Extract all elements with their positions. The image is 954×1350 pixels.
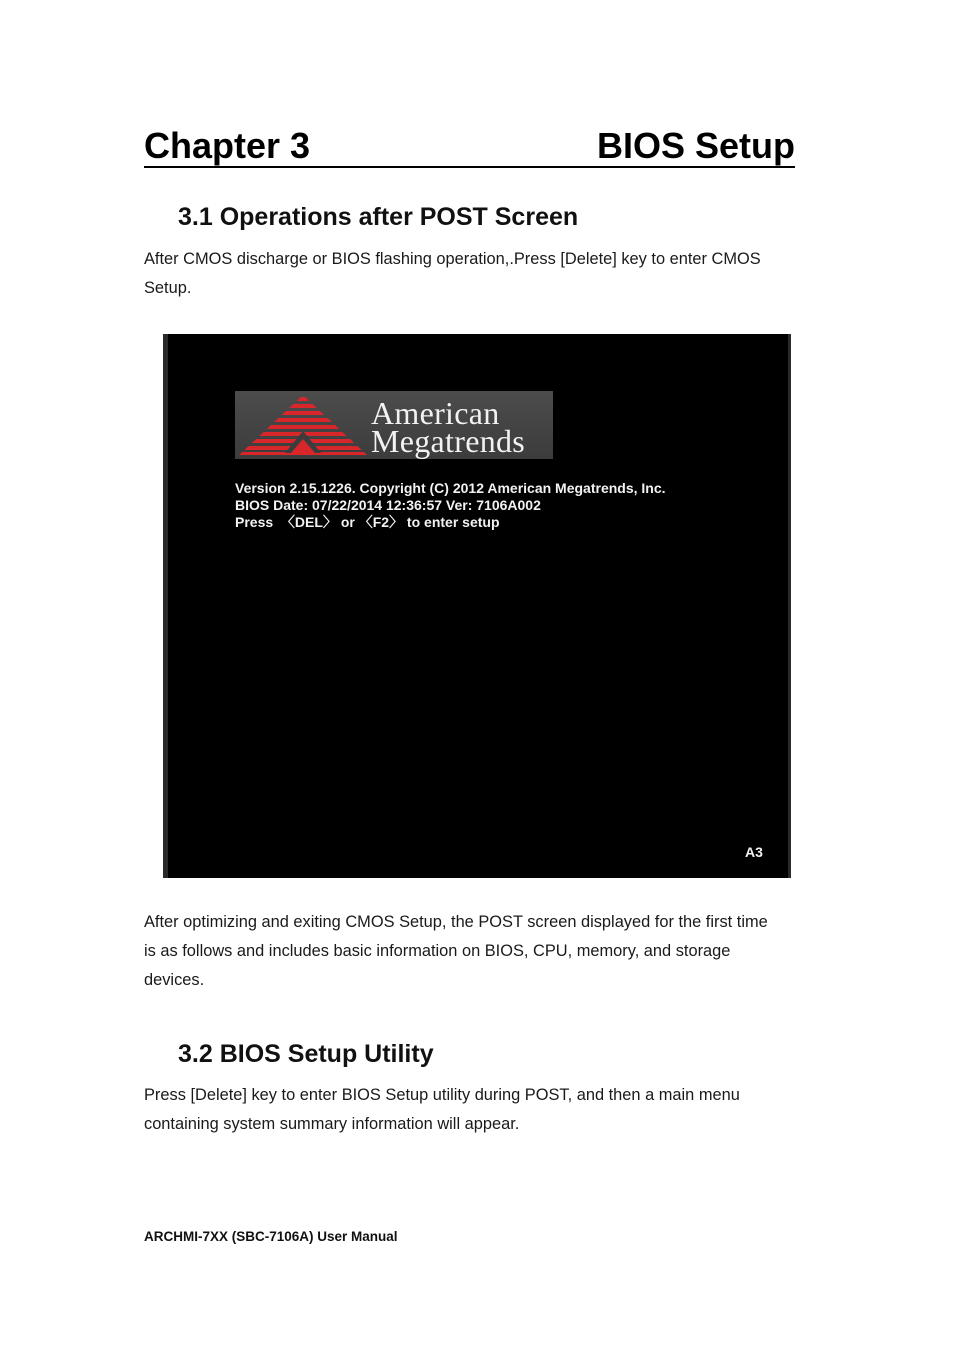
chapter-title: BIOS Setup [596, 125, 795, 166]
footer-manual-title: ARCHMI-7XX (SBC-7106A) User Manual [144, 1229, 398, 1244]
bios-press-line: Press 〈DEL〉 or 〈F2〉 to enter setup [235, 514, 500, 530]
ami-logo-line-2: Megatrends [371, 423, 526, 459]
post-screen-image [163, 334, 791, 878]
section-1-intro-line-2: Setup. [144, 279, 192, 297]
chapter-label: Chapter 3 [144, 125, 311, 166]
section-2-line-2: containing system summary information will appear. [144, 1115, 520, 1133]
chapter-header [144, 122, 795, 168]
ami-logo-line-1: American [371, 395, 500, 431]
section-heading-3-1: 3.1 Operations after POST Screen [178, 203, 579, 231]
section-1-after-line-2: is as follows and includes basic information on BIOS, CPU, memory, and storage [144, 942, 731, 960]
post-code: A3 [745, 844, 763, 860]
section-1-after-line-1: After optimizing and exiting CMOS Setup, the POST screen displayed for the first time [144, 913, 768, 931]
section-1-after-line-3: devices. [144, 971, 205, 989]
section-1-intro-line-1: After CMOS discharge or BIOS flashing operation,.Press [Delete] key to enter CMOS [144, 250, 761, 268]
american-megatrends-logo [235, 391, 553, 459]
ami-triangle-icon [235, 391, 371, 459]
bios-version-line: Version 2.15.1226. Copyright (C) 2012 American Megatrends, Inc. [235, 480, 666, 496]
section-heading-3-2: 3.2 BIOS Setup Utility [178, 1040, 434, 1068]
section-2-line-1: Press [Delete] key to enter BIOS Setup utility during POST, and then a main menu [144, 1086, 740, 1104]
bios-date-line: BIOS Date: 07/22/2014 12:36:57 Ver: 7106A002 [235, 497, 541, 513]
